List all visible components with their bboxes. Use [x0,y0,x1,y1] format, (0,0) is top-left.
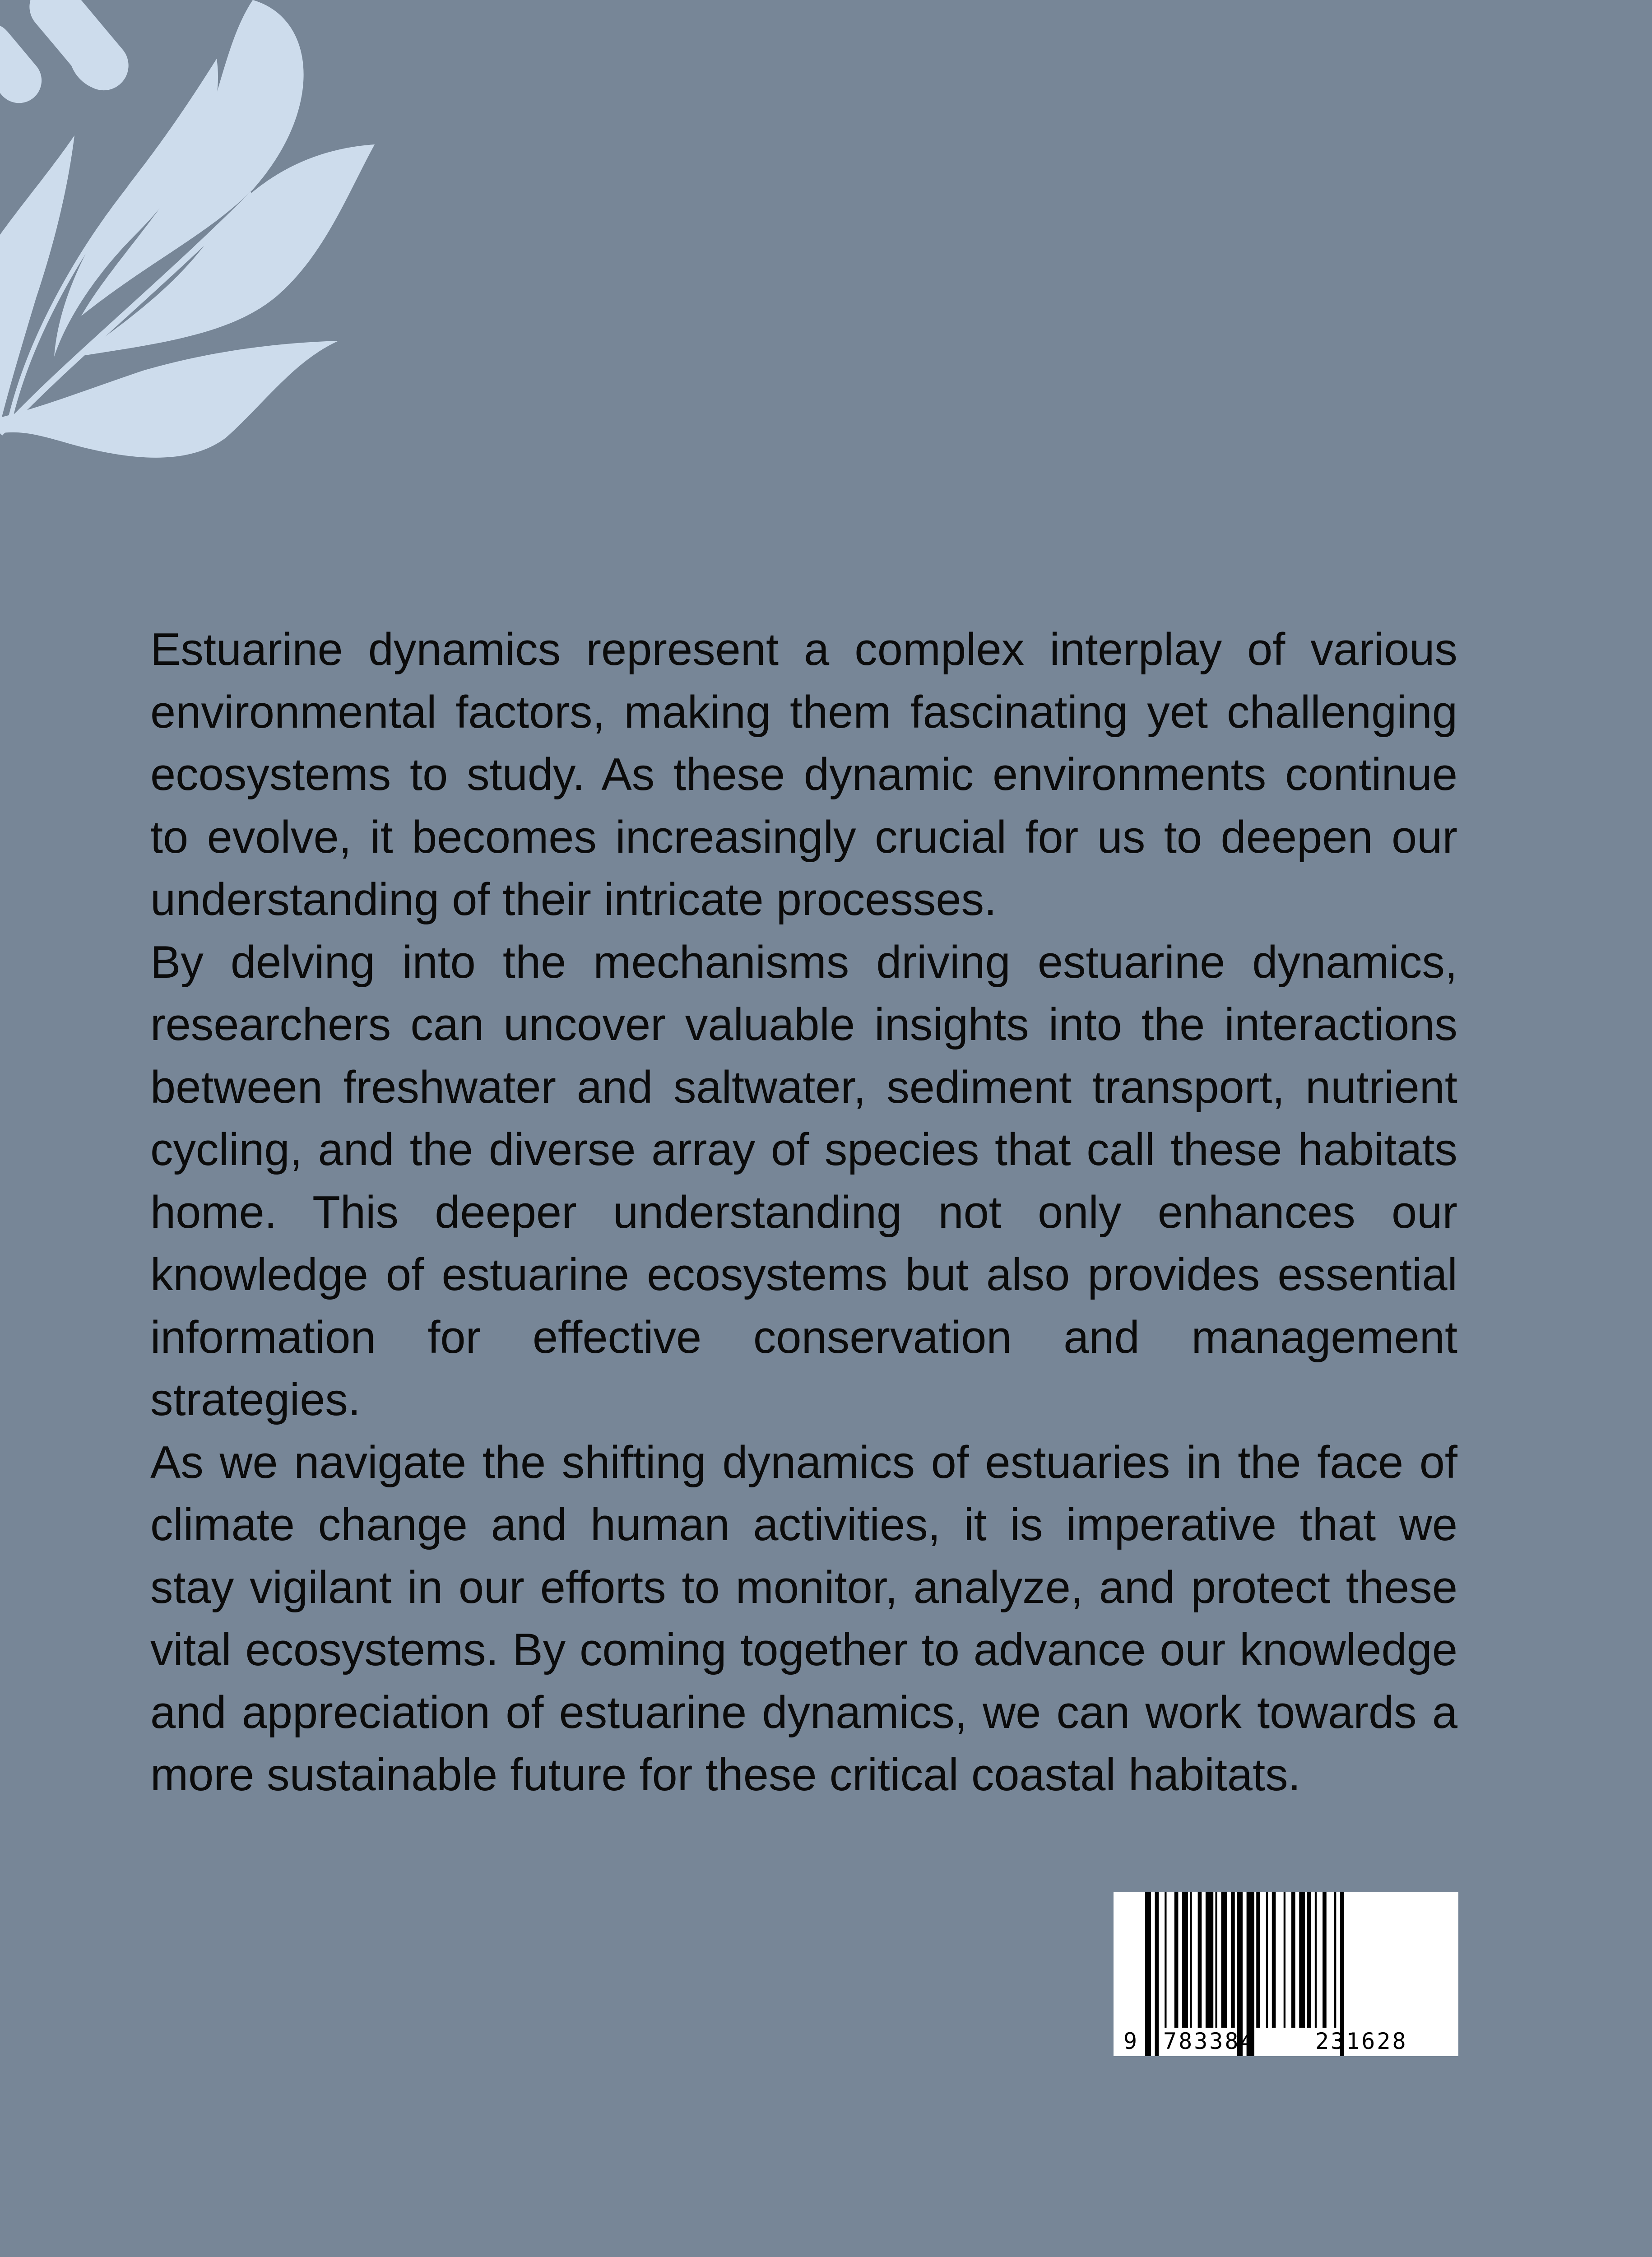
barcode-bar [1216,1892,1217,2028]
barcode-bar [1291,1892,1295,2028]
barcode-bar [1231,1892,1235,2028]
isbn-barcode [1114,1892,1458,2056]
back-cover-blurb [150,618,1457,1807]
barcode-bar [1256,1892,1260,2028]
barcode-bar [1206,1892,1213,2028]
barcode-bar [1315,1892,1317,2028]
barcode-bar [1266,1892,1268,2028]
barcode-left-digits: 783384 [1163,2028,1256,2054]
barcode-bar [1198,1892,1202,2028]
barcode-bar [1323,1892,1327,2028]
barcode-bar [1155,1892,1159,2056]
barcode-bar [1272,1892,1276,2028]
barcode-right-digits: 231628 [1315,2028,1408,2054]
barcode-bar [1182,1892,1188,2028]
blurb-paragraph: As we navigate the shifting dynamics of estuaries in the face of climate change and human activities, it is imperative that we stay vigilant in our efforts to monitor, analyze, and protect these vital ecosystems. By coming together to advance our knowledge and appreciation of estuarine dynamics, we can work towards a more sustainable future for these critical coastal habitats. [150,1437,1457,1800]
barcode-bar [1190,1892,1192,2028]
barcode-bar [1145,1892,1151,2056]
barcode-bar [1174,1892,1179,2028]
blurb-paragraph: By delving into the mechanisms driving estuarine dynamics, researchers can uncover valuable insights into the interactions between freshwater and saltwater, sediment transport, nutrient cycling, and the diverse array of species that call these habitats home. This deeper understanding not only enhances our knowledge of estuarine ecosystems but also provides essential information for effective conservation and management strategies. [150,937,1457,1425]
blurb-paragraph: Estuarine dynamics represent a complex interplay of various environmental factors, making them fascinating yet challenging ecosystems to study. As these dynamic environments continue to evolve, it becomes increasingly crucial for us to deepen our understanding of their intricate processes. [150,624,1457,925]
barcode-first-digit: 9 [1123,2028,1139,2054]
barcode-bar [1307,1892,1311,2028]
barcode-bar [1284,1892,1285,2028]
barcode-bar [1299,1892,1305,2028]
barcode-bar [1221,1892,1227,2028]
leaf-sprig-icon [0,0,406,474]
barcode-bar [1165,1892,1166,2028]
barcode-bar [1334,1892,1336,2028]
